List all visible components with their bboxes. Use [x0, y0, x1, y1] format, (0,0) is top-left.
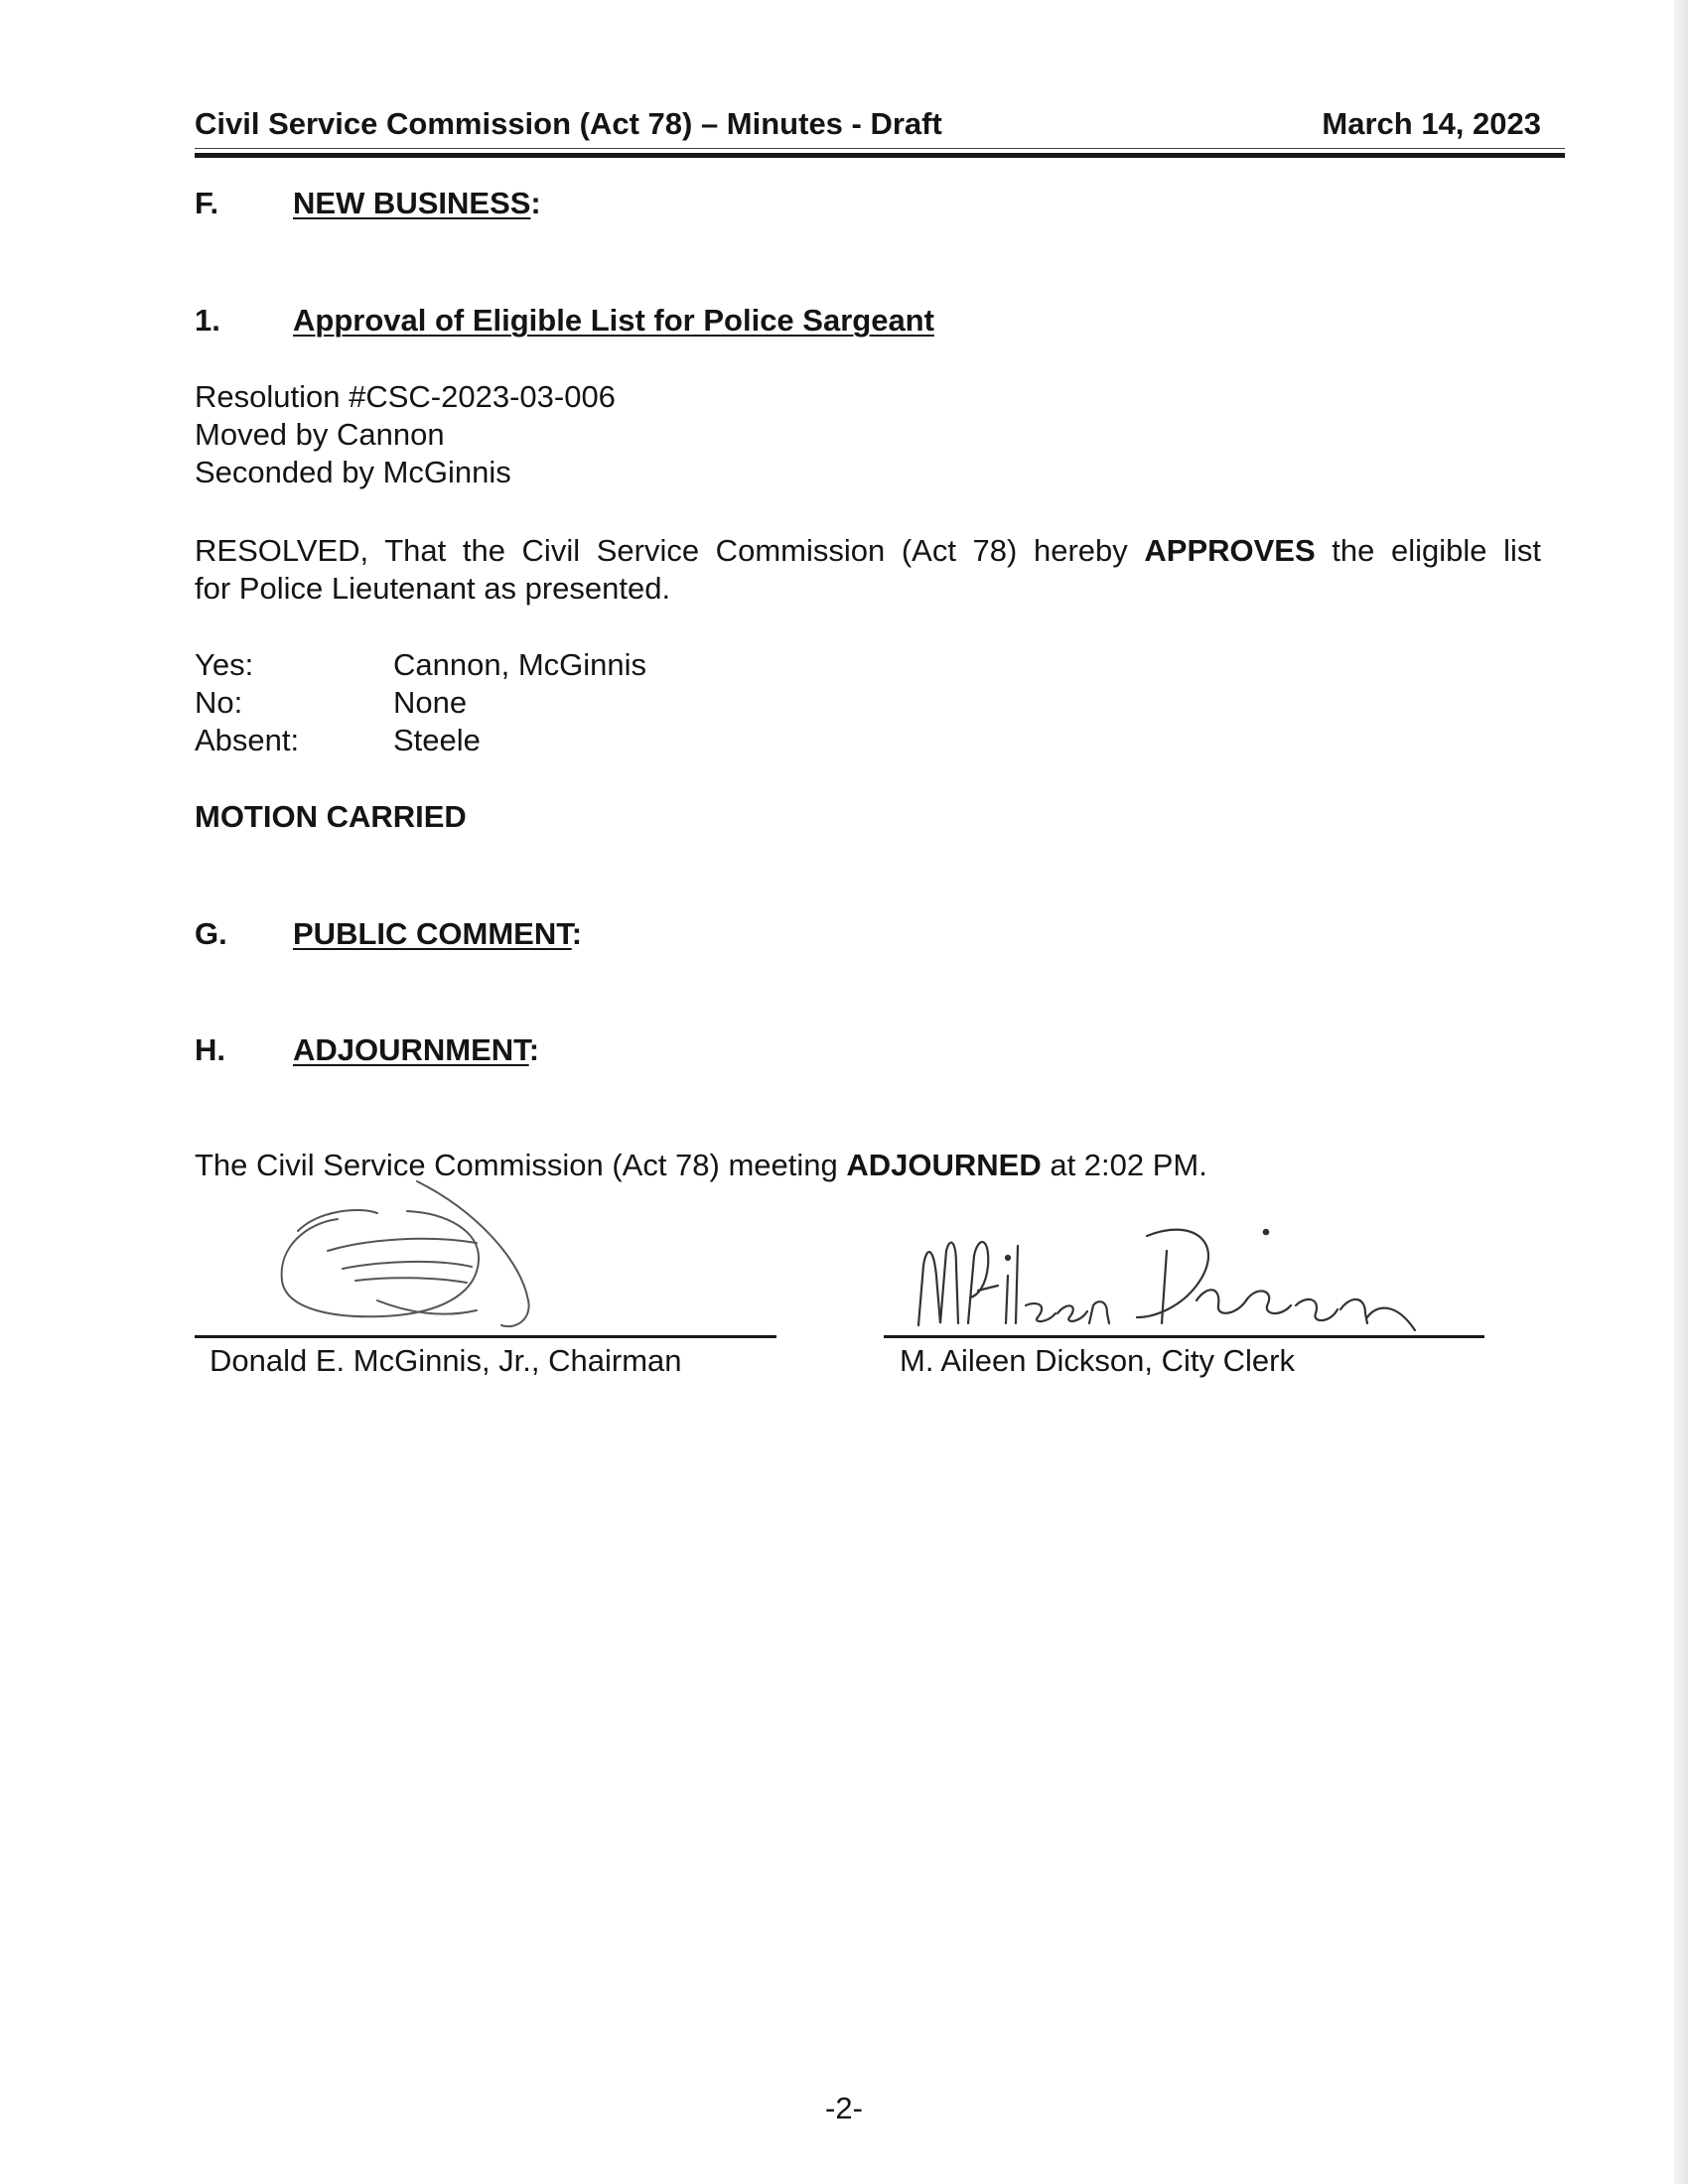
section-h-heading: ADJOURNMENT: [293, 1032, 529, 1067]
header-rule: [195, 153, 1565, 158]
moved-by: Moved by Cannon: [195, 417, 445, 452]
section-h-colon: :: [528, 1032, 540, 1067]
section-h-heading-wrap: [293, 1031, 539, 1069]
resolved-line-1: [195, 532, 1541, 570]
adjournment-bold: ADJOURNED: [846, 1148, 1042, 1182]
vote-absent-value: Steele: [393, 723, 481, 757]
header-date: March 14, 2023: [1322, 106, 1541, 141]
city-clerk-signature-line: [884, 1335, 1484, 1338]
vote-yes-value: Cannon, McGinnis: [393, 647, 647, 682]
page-edge-shadow: [1674, 0, 1688, 2184]
resolved-text-post: the eligible list: [1315, 533, 1541, 568]
section-f-letter: F.: [195, 186, 219, 220]
motion-outcome: MOTION CARRIED: [195, 799, 467, 834]
page-number: [0, 2090, 1688, 2127]
city-clerk-name: M. Aileen Dickson, City Clerk: [900, 1343, 1295, 1378]
section-h-letter: H.: [195, 1032, 225, 1067]
section-f-heading-wrap: [293, 185, 541, 222]
chairman-signature: [268, 1152, 586, 1340]
city-clerk-signature: [899, 1206, 1435, 1335]
resolved-text-pre: RESOLVED, That the Civil Service Commission (Act 78) hereby: [195, 533, 1145, 568]
resolution-number: Resolution #CSC-2023-03-006: [195, 379, 616, 414]
adjournment-pre: The Civil Service Commission (Act 78) meeting: [195, 1148, 847, 1182]
vote-no-value: None: [393, 685, 468, 720]
section-g-heading: PUBLIC COMMENT: [293, 916, 572, 951]
vote-yes-label: Yes:: [195, 647, 254, 682]
chairman-name: Donald E. McGinnis, Jr., Chairman: [210, 1343, 682, 1378]
vote-absent-label: Absent:: [195, 723, 300, 757]
seconded-by: Seconded by McGinnis: [195, 455, 511, 489]
resolved-approves: APPROVES: [1144, 533, 1316, 568]
section-f-colon: :: [530, 186, 541, 220]
header-rule-thin: [195, 148, 1565, 149]
chairman-signature-line: [195, 1335, 776, 1338]
item-1-heading-wrap: [293, 302, 934, 340]
item-1-heading: Approval of Eligible List for Police Sargeant: [293, 303, 934, 338]
page-number-text: -2-: [825, 2091, 863, 2125]
section-g-letter: G.: [195, 916, 227, 951]
adjournment-post: at 2:02 PM.: [1041, 1148, 1207, 1182]
section-g-colon: :: [571, 916, 583, 951]
section-f-heading: NEW BUSINESS: [293, 186, 531, 220]
item-1-number: 1.: [195, 303, 220, 338]
vote-no-label: No:: [195, 685, 243, 720]
section-g-heading-wrap: [293, 915, 582, 953]
resolved-line-2: for Police Lieutenant as presented.: [195, 571, 671, 606]
header-title: Civil Service Commission (Act 78) – Minutes - Draft: [195, 106, 942, 141]
